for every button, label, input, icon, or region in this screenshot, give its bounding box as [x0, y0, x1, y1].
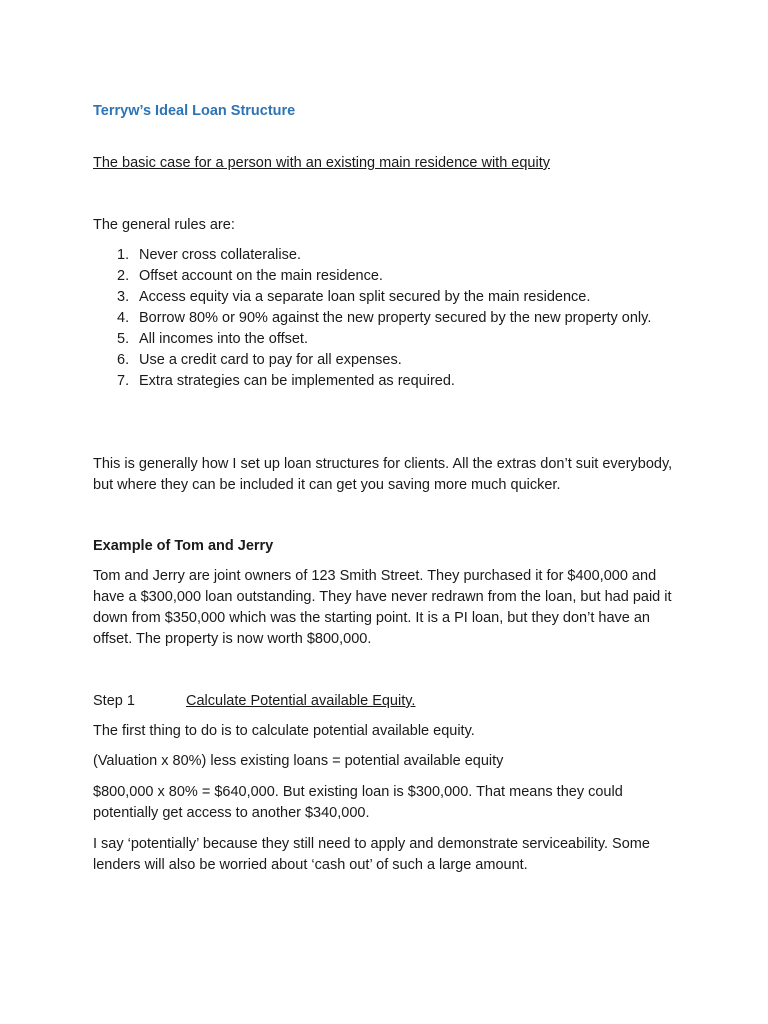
rule-text: Use a credit card to pay for all expenses. — [139, 352, 402, 368]
rule-text: Never cross collateralise. — [139, 247, 301, 263]
rule-number: 2. — [117, 268, 130, 284]
rule-number: 4. — [117, 310, 130, 326]
rule-item — [93, 245, 683, 266]
rule-text: Access equity via a separate loan split secured by the main residence. — [139, 289, 591, 305]
rule-item — [93, 266, 683, 287]
rule-number: 6. — [117, 352, 130, 368]
rule-item — [93, 350, 683, 371]
step1-label: Step 1 — [93, 693, 135, 709]
rule-number: 5. — [117, 331, 130, 347]
example-heading: Example of Tom and Jerry — [93, 538, 274, 554]
step1-title: Calculate Potential available Equity. — [186, 693, 416, 709]
rule-number: 3. — [117, 289, 130, 305]
rule-item — [93, 308, 683, 329]
rule-number: 7. — [117, 373, 130, 389]
rules-intro: The general rules are: — [93, 217, 235, 233]
step1-heading — [93, 691, 415, 712]
rule-number: 1. — [117, 247, 130, 263]
document-subtitle: The basic case for a person with an existing main residence with equity — [93, 155, 550, 171]
rule-text: Borrow 80% or 90% against the new property secured by the new property only. — [139, 310, 652, 326]
rule-text: Extra strategies can be implemented as required. — [139, 373, 455, 389]
example-paragraph: Tom and Jerry are joint owners of 123 Smith Street. They purchased it for $400,000 and have a $300,000 loan outstanding. They have never redrawn from the loan, but had paid it down from $350,000 which was the starting point. It is a PI loan, but they don’t have an offset. The property is now worth $800,000. — [93, 568, 672, 647]
rule-text: Offset account on the main residence. — [139, 268, 383, 284]
summary-paragraph: This is generally how I set up loan structures for clients. All the extras don’t suit everybody, but where they can be included it can get you saving more much quicker. — [93, 456, 673, 493]
step1-intro: The first thing to do is to calculate potential available equity. — [93, 723, 475, 739]
serviceability-note: I say ‘potentially’ because they still need to apply and demonstrate serviceability. Some lenders will also be worried about ‘cash out’ of such a large amount. — [93, 836, 650, 873]
document-title: Terryw’s Ideal Loan Structure — [93, 103, 296, 119]
equity-formula: (Valuation x 80%) less existing loans = potential available equity — [93, 753, 504, 769]
rule-item — [93, 371, 683, 392]
rule-text: All incomes into the offset. — [139, 331, 308, 347]
rules-list — [93, 245, 683, 392]
rule-item — [93, 287, 683, 308]
rule-item — [93, 329, 683, 350]
equity-calculation: $800,000 x 80% = $640,000. But existing loan is $300,000. That means they could potentially get access to another $340,000. — [93, 784, 623, 821]
